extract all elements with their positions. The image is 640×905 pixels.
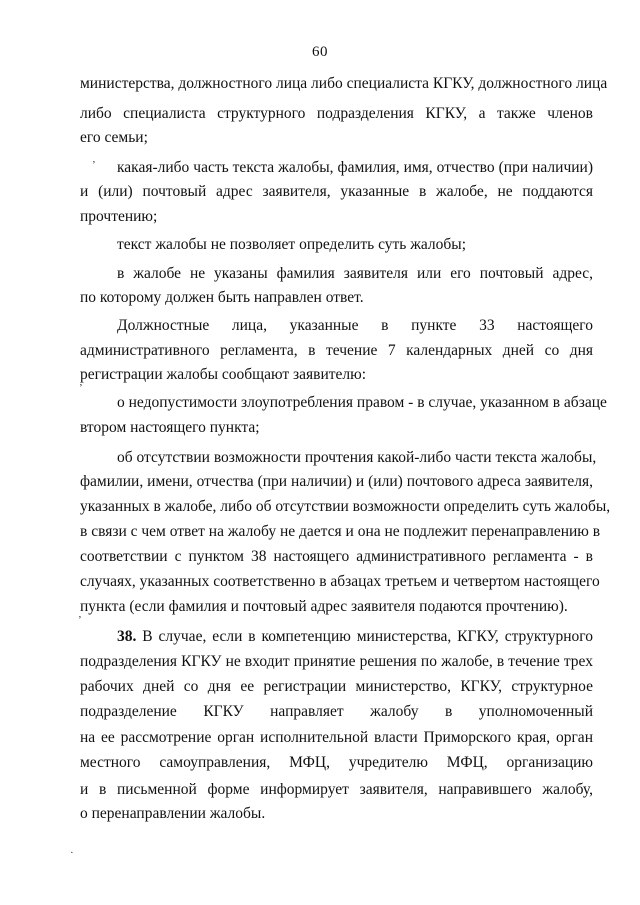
text-line: о недопустимости злоупотребления правом - в случае, указанном в абзаце: [117, 394, 607, 411]
text-line: соответствии с пунктом 38 настоящего административного регламента - в: [80, 548, 593, 565]
text-line: пункта (если фамилия и почтовый адрес заявителя подаются прочтению).: [80, 598, 568, 615]
text-line: текст жалобы не позволяет определить суть жалобы;: [117, 236, 467, 253]
text-line: и (или) почтовый адрес заявителя, указанные в жалобе, не поддаются: [80, 183, 593, 200]
text-line: его семьи;: [80, 129, 148, 146]
scan-speck: ’: [78, 614, 82, 626]
text-line: какая-либо часть текста жалобы, фамилия, имя, отчество (при наличии): [117, 159, 593, 176]
scan-speck: ’: [92, 159, 96, 171]
text-line: по которому должен быть направлен ответ.: [80, 289, 364, 306]
text-line: прочтению;: [80, 208, 158, 225]
text-line: подразделение КГКУ направляет жалобу в уполномоченный: [80, 703, 593, 720]
scan-speck: ·: [70, 847, 74, 859]
text-line: о перенаправлении жалобы.: [80, 805, 266, 822]
text-line: Должностные лица, указанные в пункте 33 настоящего: [117, 317, 593, 334]
page-number: 60: [312, 44, 328, 60]
text-line: указанных в жалобе, либо об отсутствии возможности определить суть жалобы,: [80, 498, 611, 515]
text-run: В случае, если в компетенцию министерства, КГКУ, структурного: [136, 628, 593, 645]
text-line: рабочих дней со дня ее регистрации министерство, КГКУ, структурное: [80, 678, 593, 695]
text-line: об отсутствии возможности прочтения какой-либо части текста жалобы,: [117, 449, 597, 466]
text-line: в жалобе не указаны фамилия заявителя или его почтовый адрес,: [117, 265, 593, 282]
text-line: и в письменной форме информирует заявителя, направившего жалобу,: [80, 781, 593, 798]
text-line: подразделения КГКУ не входит принятие решения по жалобе, в течение трех: [80, 653, 593, 670]
scan-speck: ’: [79, 382, 83, 394]
text-line: на ее рассмотрение орган исполнительной власти Приморского края, орган: [80, 729, 593, 746]
text-line: министерства, должностного лица либо специалиста КГКУ, должностного лица: [80, 75, 608, 92]
text-line: в связи с чем ответ на жалобу не дается и она не подлежит перенаправлению в: [80, 523, 601, 540]
text-line: регистрации жалобы сообщают заявителю:: [80, 366, 367, 383]
paragraph-number: 38.: [117, 628, 137, 645]
paragraph-38-first-line: [117, 627, 593, 647]
text-line: втором настоящего пункта;: [80, 419, 260, 436]
text-line: случаях, указанных соответственно в абзацах третьем и четвертом настоящего: [80, 573, 600, 590]
text-line: административного регламента, в течение 7 календарных дней со дня: [80, 342, 593, 359]
text-line: фамилии, имени, отчества (при наличии) и (или) почтового адреса заявителя,: [80, 473, 593, 490]
text-line: либо специалиста структурного подразделения КГКУ, а также членов: [80, 105, 593, 122]
text-line: местного самоуправления, МФЦ, учредителю МФЦ, организацию: [80, 754, 593, 771]
